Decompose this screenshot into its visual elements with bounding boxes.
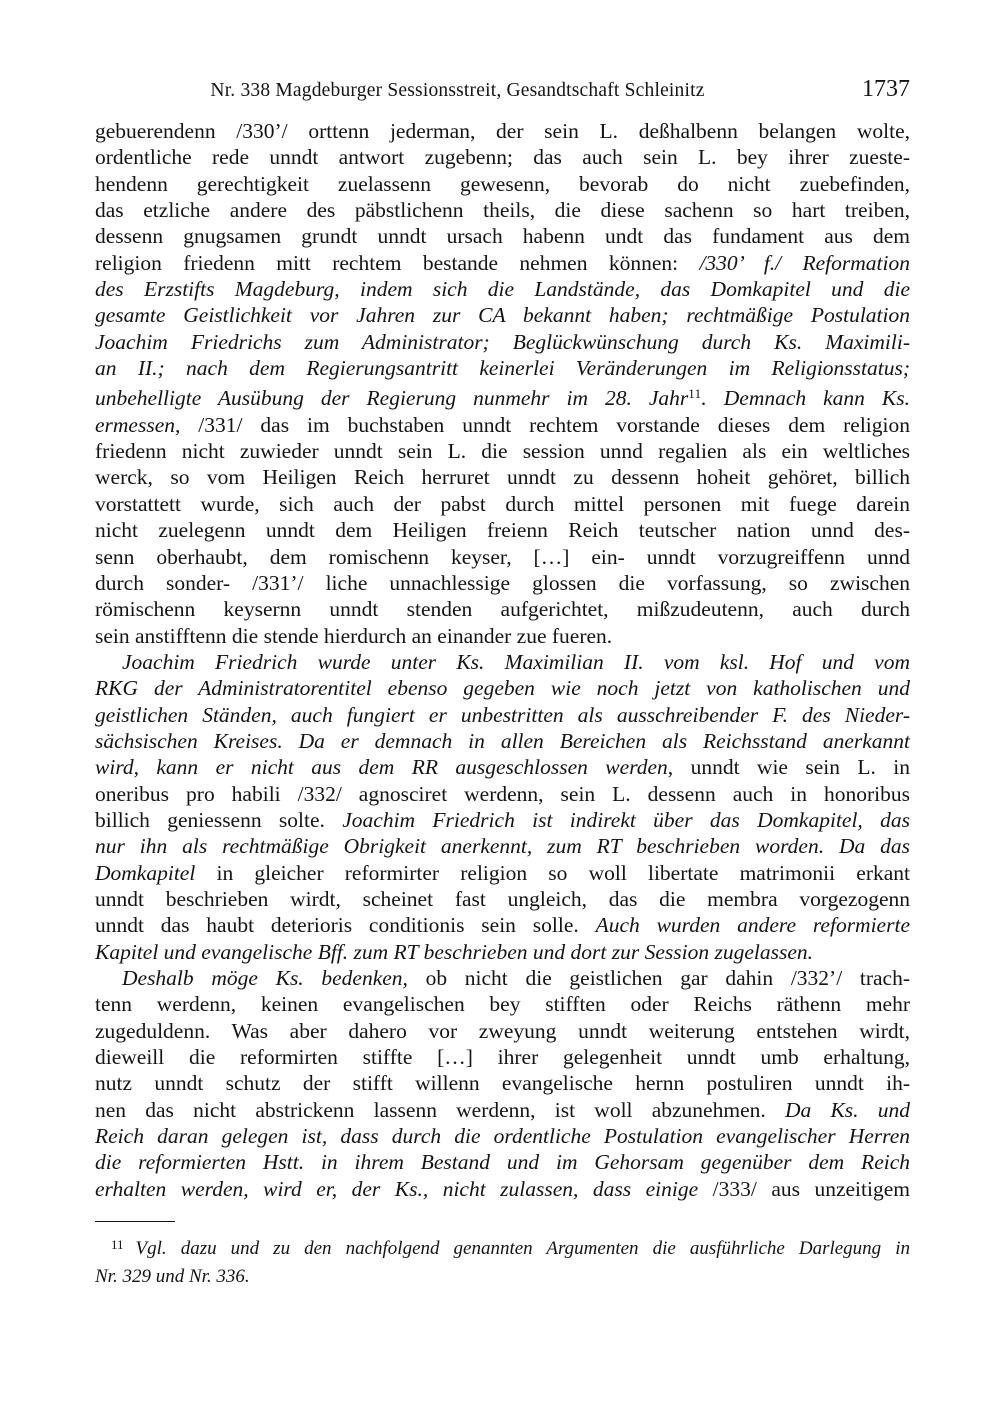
- text-segment: /333/ aus unzeitigem: [698, 1176, 910, 1201]
- body-text-line: [95, 1149, 910, 1175]
- footnote-separator-rule: [95, 1221, 175, 1222]
- text-segment: Auch wurden andere reformierte: [595, 913, 910, 938]
- body-text-line: [95, 118, 910, 144]
- body-text-line: [95, 1070, 910, 1096]
- body-text-line: [95, 675, 910, 701]
- text-segment: sein anstifftenn die stende hierdurch an einander zue fueren.: [95, 623, 613, 648]
- text-segment: wird, kann er nicht aus dem RR ausgeschlossen werden,: [95, 755, 674, 780]
- body-text-line: [95, 544, 910, 570]
- text-segment: unndt das haubt deterioris conditionis sein solle.: [95, 913, 596, 938]
- text-segment: gesamte Geistlichkeit vor Jahren zur CA bekannt haben; rechtmäßige Postulation: [95, 303, 910, 328]
- text-segment: gebuerendenn /330’/ orttenn jederman, der sein L. deßhalbenn belangen wolte,: [95, 119, 910, 143]
- text-segment: ermessen,: [95, 412, 181, 437]
- text-segment: das etzliche andere des päbstlichenn theils, die diese sachenn so hart treiben,: [95, 198, 910, 223]
- body-text-line: [95, 1176, 910, 1202]
- text-segment: erhalten werden, wird er, der Ks., nicht zulassen, dass einige: [95, 1176, 699, 1201]
- text-segment: unbehelligte Ausübung der Regierung nunmehr im 28. Jahr: [95, 386, 689, 411]
- text-segment: dessenn gnugsamen grundt unndt ursach habenn undt das fundament aus dem: [95, 224, 910, 249]
- running-head: [95, 76, 910, 106]
- text-segment: an II.; nach dem Regierungsantritt keinerlei Veränderungen im Religionsstatus;: [95, 356, 910, 381]
- text-segment: Joachim Friedrich ist indirekt über das Domkapitel, das: [342, 807, 910, 832]
- text-segment: durch sonder- /331’/ liche unnachlessige glossen die vorfassung, so zwischen: [95, 570, 910, 595]
- text-segment: RKG der Administratorentitel ebenso gegeben wie noch jetzt von katholischen und: [95, 676, 910, 701]
- text-segment: /331/ das im buchstaben unndt rechtem vorstande dieses dem religion: [180, 412, 910, 437]
- text-segment: Vgl. dazu und zu den nachfolgend genannten Argumenten die ausführliche Darlegung in: [135, 1238, 910, 1259]
- body-text-line: [95, 171, 910, 197]
- body-text-line: [95, 570, 910, 596]
- text-segment: nen das nicht abstrickenn lassenn werdenn, ist woll abzunehmen.: [95, 1097, 785, 1122]
- text-segment: des Erzstifts Magdeburg, indem sich die Landstände, das Domkapitel und die: [95, 277, 910, 302]
- body-text-line: [95, 623, 910, 649]
- body-text-line: [95, 781, 910, 807]
- body-text-line: [95, 702, 910, 728]
- body-text-line: [95, 464, 910, 490]
- text-segment: unndt wie sein L. in: [673, 755, 910, 780]
- body-text-line: [95, 991, 910, 1017]
- text-segment: die reformierten Hstt. in ihrem Bestand und im Gehorsam gegenüber dem Reich: [95, 1150, 910, 1175]
- body-text-line: [95, 144, 910, 170]
- text-segment: billich geniessenn solte.: [95, 807, 343, 832]
- footnote-reference-number: 11: [688, 386, 702, 402]
- text-segment: Reich daran gelegen ist, dass durch die ordentliche Postulation evangelischer Herren: [95, 1124, 910, 1149]
- text-segment: Deshalb möge Ks. bedenken,: [122, 966, 408, 990]
- body-text-line: [95, 807, 910, 833]
- body-text-line: [95, 438, 910, 464]
- text-segment: in gleicher reformirter religion so woll libertate matrimonii erkant: [195, 860, 910, 885]
- footnote-line: [95, 1263, 910, 1291]
- text-segment: nutz unndt schutz der stifft willenn evangelische hernn postuliren unndt ih-: [95, 1071, 910, 1096]
- body-text-line: [95, 728, 910, 754]
- body-text-line: [95, 912, 910, 938]
- body-text-line: [95, 1123, 910, 1149]
- text-segment: zugeduldenn. Was aber dahero vor zweyung unndt weiterung entstehen wirdt,: [95, 1018, 910, 1043]
- text-segment: ordentliche rede unndt antwort zugebenn; das auch sein L. bey ihrer zueste-: [95, 145, 910, 170]
- body-text: [95, 118, 910, 1202]
- footnote-reference-number: 11: [111, 1237, 124, 1252]
- text-segment: hendenn gerechtigkeit zuelassenn gewesenn, bevorab do nicht zuebefinden,: [95, 171, 910, 196]
- text-segment: ob nicht die geistlichen gar dahin /332’/ trach-: [407, 966, 910, 990]
- text-segment: dieweill die reformirten stiffte […] ihrer gelegenheit unndt umb erhaltung,: [95, 1045, 910, 1070]
- body-text-line: [95, 223, 910, 249]
- body-text-line: [95, 965, 910, 991]
- body-text-line: [95, 329, 910, 355]
- body-text-line: [95, 833, 910, 859]
- body-text-line: [95, 1018, 910, 1044]
- body-text-line: [95, 1097, 910, 1123]
- text-segment: religion friedenn mitt rechtem bestande nehmen können:: [95, 250, 700, 275]
- text-segment: römischenn keysernn unndt stenden aufgerichtet, mißzudeutenn, auch durch: [95, 597, 910, 622]
- text-segment: werck, so vom Heiligen Reich herruret unndt zu dessenn hoheit gehöret, billich: [95, 465, 910, 490]
- text-segment: Joachim Friedrich wurde unter Ks. Maximilian II. vom ksl. Hof und vom: [122, 649, 910, 674]
- body-text-line: [95, 491, 910, 517]
- text-segment: geistlichen Ständen, auch fungiert er unbestritten als ausschreibender F. des Nieder-: [95, 702, 910, 727]
- body-text-line: [95, 412, 910, 438]
- body-text-line: [95, 939, 910, 965]
- text-segment: nur ihn als rechtmäßige Obrigkeit anerkennt, zum RT beschrieben worden. Da das: [95, 834, 910, 859]
- text-segment: unndt beschrieben wirdt, scheinet fast ungleich, das die membra vorgezogenn: [95, 886, 910, 911]
- body-text-line: [95, 1044, 910, 1070]
- running-head-title: Nr. 338 Magdeburger Sessionsstreit, Gesandtschaft Schleinitz: [210, 80, 705, 101]
- body-text-line: [95, 355, 910, 381]
- text-segment: senn oberhaubt, dem romischenn keyser, […] ein- unndt vorzugreiffenn unnd: [95, 544, 910, 569]
- body-text-line: [95, 649, 910, 675]
- text-segment: Kapitel und evangelische Bff. zum RT beschrieben und dort zur Session zugelassen.: [95, 939, 813, 964]
- body-text-line: [95, 276, 910, 302]
- body-text-line: [95, 381, 910, 411]
- body-text-line: [95, 197, 910, 223]
- text-segment: oneribus pro habili /332/ agnosciret werdenn, sein L. dessenn auch in honoribus: [95, 781, 910, 806]
- text-segment: sächsischen Kreises. Da er demnach in allen Bereichen als Reichsstand anerkannt: [95, 728, 910, 753]
- page-number: 1737: [862, 76, 910, 102]
- body-text-line: [95, 302, 910, 328]
- text-segment: Da Ks. und: [784, 1097, 911, 1122]
- text-segment: nicht zuelegenn unndt dem Heiligen freienn Reich teutscher nation unnd des-: [95, 518, 910, 543]
- body-text-line: [95, 754, 910, 780]
- body-text-line: [95, 886, 910, 912]
- body-text-line: [95, 596, 910, 622]
- footnote-line: [95, 1231, 910, 1263]
- text-segment: tenn werdenn, keinen evangelischen bey stifften oder Reichs räthenn mehr: [95, 992, 910, 1017]
- text-segment: friedenn nicht zuwieder unndt sein L. die session unnd regalien als ein weltliches: [95, 439, 910, 464]
- body-text-line: [95, 250, 910, 276]
- footnote: [95, 1231, 910, 1290]
- text-segment: Domkapitel: [95, 860, 196, 885]
- body-text-line: [95, 860, 910, 886]
- text-segment: /330’ f./ Reformation: [699, 250, 910, 275]
- text-segment: Joachim Friedrichs zum Administrator; Beglückwünschung durch Ks. Maximili-: [95, 329, 910, 354]
- text-segment: Nr. 329 und Nr. 336.: [95, 1265, 250, 1287]
- body-text-line: [95, 517, 910, 543]
- text-segment: . Demnach kann Ks.: [701, 386, 911, 411]
- text-segment: vorstattett wurde, sich auch der pabst durch mittel personen mit fuege darein: [95, 491, 910, 516]
